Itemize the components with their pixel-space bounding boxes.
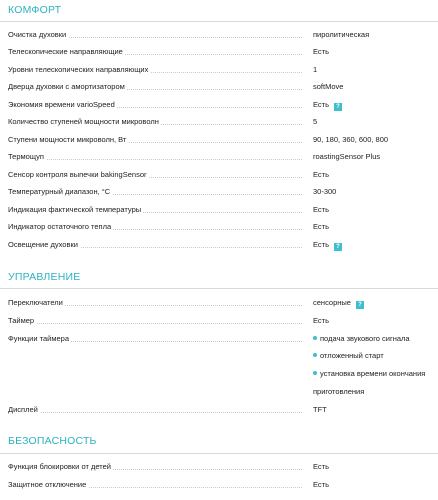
spec-row-timer [0, 312, 438, 329]
spec-row-timer-functions-cont [0, 383, 438, 400]
spec-row-switches [0, 294, 438, 311]
spec-row-baking-sensor [0, 166, 438, 183]
spec-label: Количество ступеней мощности микроволн [8, 113, 161, 130]
spec-value: пиролитическая [313, 30, 370, 39]
spec-value: Есть [313, 480, 330, 489]
spec-label: Дисплей [8, 401, 40, 418]
spec-value [313, 365, 425, 382]
spec-label: Освещение духовки [8, 236, 80, 253]
spec-label: Экономия времени varioSpeed [8, 96, 117, 113]
spec-label: Переключатели [8, 294, 65, 311]
spec-value: Есть [313, 222, 330, 231]
spec-row-probe [0, 148, 438, 165]
spec-row-display [0, 401, 438, 418]
spec-value: Есть [313, 462, 330, 471]
spec-value: 30-300 [313, 187, 337, 196]
spec-label: Индикатор остаточного тепла [8, 218, 113, 235]
spec-value: Есть [313, 316, 330, 325]
spec-row-safety-shutoff [0, 476, 438, 493]
spec-row-soft-door [0, 78, 438, 95]
spec-label: Термощуп [8, 148, 46, 165]
spec-row-temp-range [0, 183, 438, 200]
spec-value: Есть [313, 205, 330, 214]
spec-row-timer-functions-cont [0, 347, 438, 364]
bullet-icon [313, 353, 317, 357]
spec-value [313, 236, 342, 253]
bullet-icon [313, 371, 317, 375]
spec-value: softMove [313, 82, 344, 91]
spec-label: Функция блокировки от детей [8, 458, 113, 475]
spec-row-child-lock [0, 458, 438, 475]
spec-value-text: отложенный старт [320, 351, 384, 360]
spec-label: Телескопические направляющие [8, 43, 125, 60]
section-divider [0, 453, 438, 454]
spec-value: 90, 180, 360, 600, 800 [313, 135, 389, 144]
spec-label: Температурный диапазон, °С [8, 183, 112, 200]
spec-value [313, 96, 342, 113]
spec-row-residual-heat [0, 218, 438, 235]
spec-value-text: Есть [313, 240, 330, 249]
spec-value [313, 347, 384, 364]
bullet-icon [313, 336, 317, 340]
spec-row-microwave-steps [0, 113, 438, 130]
spec-value: приготовления [313, 387, 365, 396]
spec-value-text: Есть [313, 100, 330, 109]
help-icon[interactable]: ? [334, 103, 342, 111]
spec-value: roastingSensor Plus [313, 152, 381, 161]
spec-row-timer-functions-cont [0, 365, 438, 382]
section-divider [0, 288, 438, 289]
spec-label: Очистка духовки [8, 26, 68, 43]
section-title-comfort: КОМФОРТ [8, 4, 62, 16]
spec-value-text: установка времени окончания [320, 369, 426, 378]
help-icon[interactable]: ? [356, 301, 364, 309]
spec-row-oven-cleaning [0, 26, 438, 43]
section-divider [0, 21, 438, 22]
spec-label: Сенсор контроля выпечки bakingSensor [8, 166, 149, 183]
spec-label: Индикация фактической температуры [8, 201, 143, 218]
spec-row-microwave-power [0, 131, 438, 148]
spec-row-telescopic-rails [0, 43, 438, 60]
spec-value: Есть [313, 170, 330, 179]
section-title-controls: УПРАВЛЕНИЕ [8, 271, 81, 283]
spec-row-actual-temp [0, 201, 438, 218]
help-icon[interactable]: ? [334, 243, 342, 251]
spec-value [313, 330, 410, 347]
spec-value: 5 [313, 117, 318, 126]
spec-row-variospeed [0, 96, 438, 113]
spec-label: Дверца духовки с амортизатором [8, 78, 127, 95]
spec-label: Защитное отключение [8, 476, 88, 493]
spec-row-oven-light [0, 236, 438, 253]
spec-row-rail-levels [0, 61, 438, 78]
spec-value-text: сенсорные [313, 298, 351, 307]
leader-dots [8, 412, 302, 413]
spec-row-timer-functions [0, 330, 438, 347]
spec-label: Уровни телескопических направляющих [8, 61, 150, 78]
spec-label: Таймер [8, 312, 36, 329]
section-title-safety: БЕЗОПАСНОСТЬ [8, 435, 97, 447]
spec-value: Есть [313, 47, 330, 56]
spec-value-text: подача звукового сигнала [320, 334, 410, 343]
leader-dots [8, 159, 302, 160]
spec-label: Ступени мощности микроволн, Вт [8, 131, 128, 148]
leader-dots [8, 323, 302, 324]
spec-value: TFT [313, 405, 327, 414]
spec-label: Функции таймера [8, 330, 71, 347]
spec-value: 1 [313, 65, 318, 74]
spec-value [313, 294, 364, 311]
